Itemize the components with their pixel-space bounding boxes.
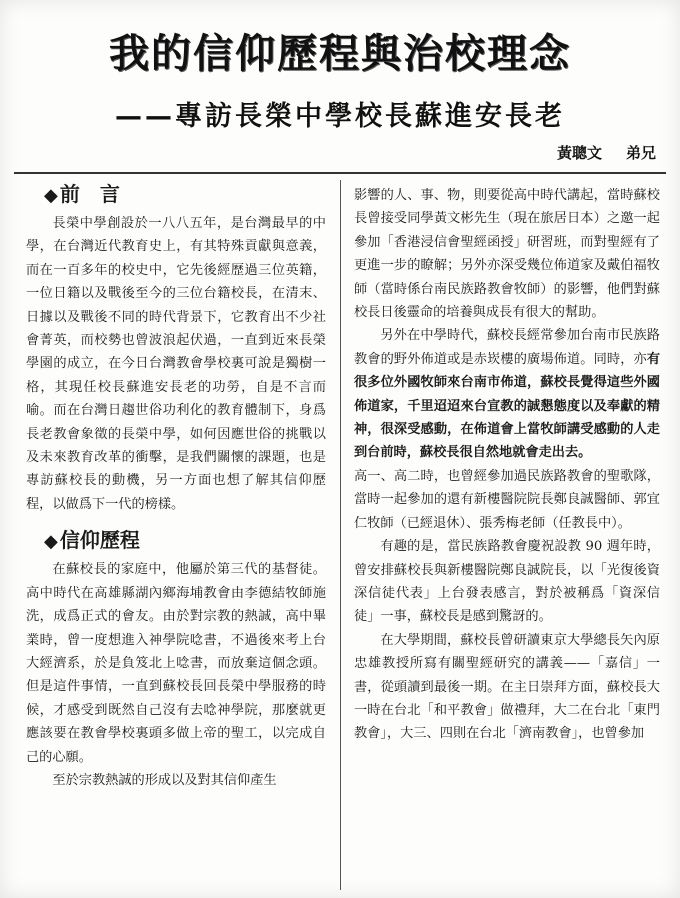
right-column xyxy=(354,184,660,746)
byline xyxy=(557,142,656,163)
section-heading-text: 信仰歷程 xyxy=(59,528,140,553)
author-name: 黃聰文 xyxy=(556,144,602,162)
section-heading-text: 前 言 xyxy=(59,182,120,206)
faith-paragraph-1: 在蘇校長的家庭中，他屬於第三代的基督徒。高中時代在高雄縣湖內鄉海埔教會由李德結牧師施洗，成爲正式的會友。由於對宗教的熱誠，高中畢業時，曾一度想進入神學院唸書，不過後來考上台大經濟系，於是負笈北上唸書，而放棄這個念頭。但是這件事情，一直到蘇校長回長榮中學服務的時候，才感受到既然自己沒有去唸神學院，那麼就更應該要在教會學校裏頭多做上帝的聖工，以完成自己的心願。 xyxy=(26,562,326,765)
article-title: 我的信仰歷程與治校理念 xyxy=(109,31,571,77)
author-role: 弟兄 xyxy=(625,144,656,162)
choir-paragraph: 高一、高二時，也曾經參加過民族路教會的聖歌隊，當時一起參加的還有新樓醫院院長鄭良誠醫師、郭宜仁牧師（已經退休）、張秀梅老師（任教長中）。 xyxy=(354,468,660,531)
diamond-bullet-icon: ◆ xyxy=(44,185,58,206)
article-subtitle: ——專訪長榮中學校長蘇進安長老 xyxy=(115,101,565,132)
article-header xyxy=(14,8,666,168)
preaching-paragraph xyxy=(354,324,660,464)
column-divider xyxy=(340,180,341,890)
anniversary-paragraph: 有趣的是，當民族路教會慶祝設教 90 週年時，曾安排蘇校長與新樓醫院鄭良誠院長，以「光復後資深信徒代表」上台發表感言，對於被稱爲「資深信徒」一事，蘇校長是感到驚訝的。 xyxy=(354,539,660,625)
section-heading-faith xyxy=(44,526,326,554)
section-heading-foreword xyxy=(44,180,326,208)
continued-paragraph: 影響的人、事、物，則要從高中時代講起，當時蘇校長曾接受同學黃文彬先生（現在旅居日本）之邀一起參加「香港浸信會聖經函授」研習班，而對聖經有了更進一步的瞭解；另外亦深受幾位佈道家及戴伯福牧師（當時係台南民族路教會牧師）的影響，他們對蘇校長日後靈命的培養與成長有很大的幫助。 xyxy=(354,188,660,321)
preaching-text: 另外在中學時代，蘇校長經常參加台南市民族路教會的野外佈道或是赤崁樓的廣場佈道。同時，亦 xyxy=(354,328,660,367)
preaching-emphasis: 有很多位外國牧師來台南市佈道，蘇校長覺得這些外國佈道家，千里迢迢來台宣教的誠懇態度以及奉獻的精神，很深受感動，在佈道會上當牧師講受感動的人走到台前時，蘇校長很自然地就會走出去。 xyxy=(354,351,660,461)
university-paragraph: 在大學期間，蘇校長曾研讀東京大學總長矢內原忠雄教授所寫有關聖經研究的講義——「嘉信」一書，從頭讀到最後一期。在主日崇拜方面，蘇校長大一時在台北「和平教會」做禮拜，大二在台北「東門教會」，大三、四則在台北「濟南教會」，也曾參加 xyxy=(354,632,660,742)
header-divider xyxy=(14,172,666,174)
foreword-paragraph: 長榮中學創設於一八八五年，是台灣最早的中學，在台灣近代教育史上，有其特殊貢獻與意義，而在一百多年的校史中，它先後經歷過三位英籍，一位日籍以及戰後至今的三位台籍校長，在清末、日據以及戰後不同的時代背景下，它教育出不少社會菁英，而校勢也曾波浪起伏過，一直到近來長榮學園的成立，在今日台灣教會學校裏可說是獨樹一格，其現任校長蘇進安長老的功勞，自是不言而喻。而在台灣日趨世俗功利化的教育體制下，身爲長老教會象徵的長榮中學，如何因應世俗的挑戰以及未來教育改革的衝擊，是我們關懷的課題，也是專訪蘇校長的動機，另一方面也想了解其信仰歷程，以做爲下一代的榜樣。 xyxy=(26,216,326,512)
diamond-bullet-icon: ◆ xyxy=(44,531,58,553)
left-column xyxy=(26,180,326,792)
faith-paragraph-2: 至於宗教熱誠的形成以及對其信仰產生 xyxy=(52,772,277,788)
